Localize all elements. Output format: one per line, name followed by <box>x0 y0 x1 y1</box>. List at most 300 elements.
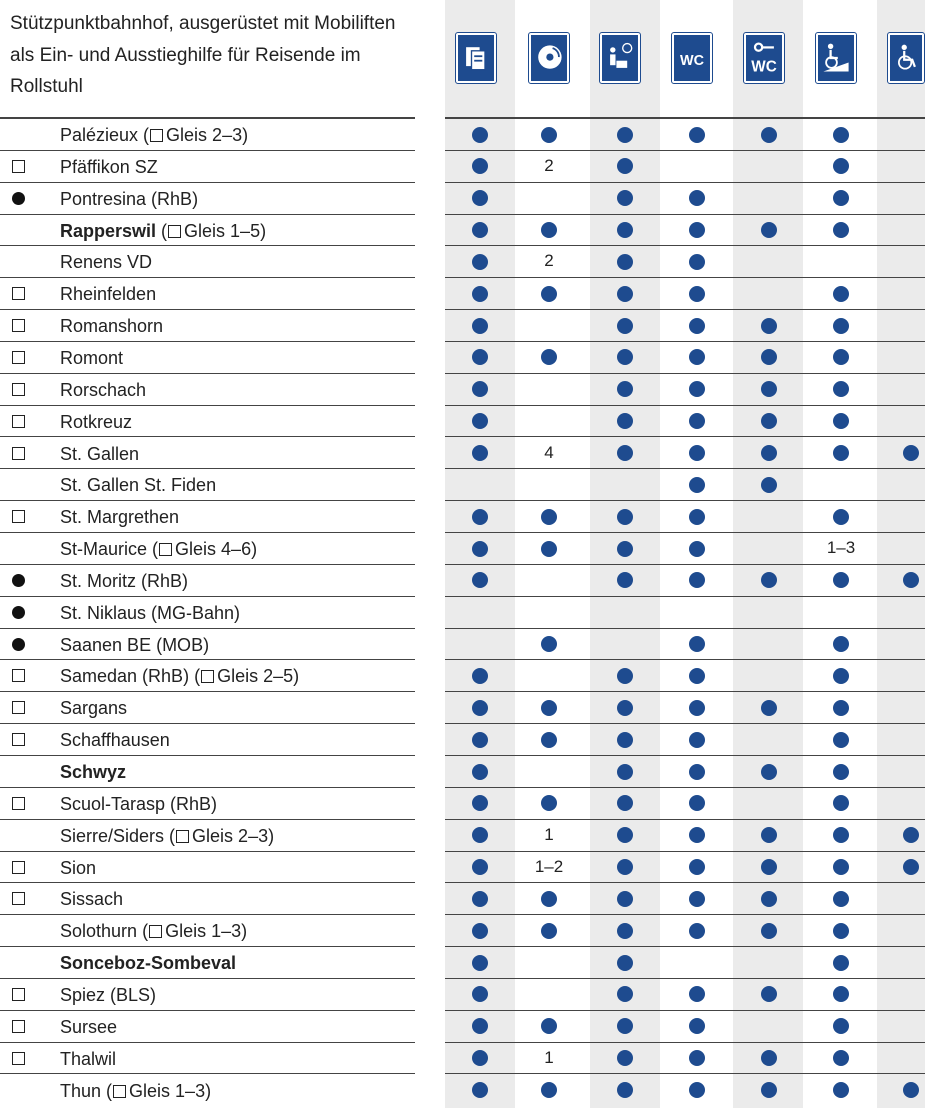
facility-cell <box>669 597 725 629</box>
facility-cell <box>521 501 577 533</box>
facility-cell <box>669 629 725 661</box>
station-name <box>60 692 127 724</box>
facility-cell <box>452 1075 508 1107</box>
facility-cell <box>521 692 577 724</box>
stuetzpunkt-box-icon <box>12 287 25 300</box>
available-dot <box>617 1082 633 1098</box>
available-dot <box>472 923 488 939</box>
table-row <box>0 883 950 915</box>
table-row <box>0 438 950 470</box>
facility-cell <box>741 660 797 692</box>
facility-cell <box>883 215 939 247</box>
facility-cell <box>883 246 939 278</box>
facility-cell <box>521 947 577 979</box>
station-name-text: Spiez (BLS) <box>60 984 157 1005</box>
available-dot <box>833 795 849 811</box>
facility-cell <box>883 597 939 629</box>
facility-cell <box>883 151 939 183</box>
available-dot <box>472 541 488 557</box>
stuetzpunkt-box-icon <box>176 830 189 843</box>
available-dot <box>541 286 557 302</box>
station-name <box>60 151 158 183</box>
facility-cell <box>521 374 577 406</box>
facility-cell <box>741 342 797 374</box>
facility-cell <box>452 565 508 597</box>
available-dot <box>761 1082 777 1098</box>
platform-note: Gleis 1–5 <box>184 220 261 241</box>
facility-cell <box>597 374 653 406</box>
station-name-text: Romont <box>60 347 124 368</box>
facility-cell <box>669 820 725 852</box>
available-dot <box>903 445 919 461</box>
station-name-text: St. Gallen St. Fiden <box>60 475 217 496</box>
stuetzpunkt-box-icon <box>12 797 25 810</box>
facility-cell <box>597 883 653 915</box>
station-name <box>60 724 170 756</box>
facility-cell <box>883 278 939 310</box>
station-name <box>60 469 216 501</box>
facility-cell <box>452 406 508 438</box>
available-dot <box>689 700 705 716</box>
station-name-text: St. Gallen <box>60 443 140 464</box>
facility-cell <box>452 629 508 661</box>
facility-cell <box>669 406 725 438</box>
available-dot <box>761 1050 777 1066</box>
facility-cell <box>452 852 508 884</box>
available-dot <box>689 127 705 143</box>
station-name-text: Rheinfelden <box>60 284 157 305</box>
facility-cell <box>597 438 653 470</box>
facility-cell <box>452 756 508 788</box>
station-name-text: Schwyz <box>60 762 127 782</box>
facility-cell <box>813 183 869 215</box>
facility-cell <box>669 1011 725 1043</box>
facility-cell <box>452 820 508 852</box>
filled-dot-icon <box>12 192 25 205</box>
stuetzpunkt-box-icon <box>201 670 214 683</box>
facility-cell <box>813 915 869 947</box>
facility-cell <box>521 883 577 915</box>
station-name <box>60 788 217 820</box>
available-dot <box>689 923 705 939</box>
stuetzpunkt-box-icon <box>12 160 25 173</box>
facility-cell <box>741 119 797 151</box>
facility-cell <box>521 756 577 788</box>
table-row <box>0 119 950 151</box>
facility-cell <box>669 246 725 278</box>
available-dot <box>617 413 633 429</box>
facility-cell <box>883 947 939 979</box>
facility-cell <box>452 915 508 947</box>
facility-cell <box>521 310 577 342</box>
facility-cell <box>741 724 797 756</box>
stuetzpunkt-box-icon <box>12 319 25 332</box>
facility-cell <box>597 915 653 947</box>
available-dot <box>541 795 557 811</box>
facility-cell <box>452 151 508 183</box>
facility-cell <box>883 788 939 820</box>
available-dot <box>689 413 705 429</box>
station-name-text: Pfäffikon SZ <box>60 156 158 177</box>
available-dot <box>689 222 705 238</box>
available-dot <box>541 349 557 365</box>
facility-cell <box>669 119 725 151</box>
station-name <box>60 565 188 597</box>
facility-cell <box>521 565 577 597</box>
station-name-text: Scuol-Tarasp (RhB) <box>60 793 218 814</box>
facility-cell <box>741 183 797 215</box>
available-dot <box>689 1082 705 1098</box>
available-dot <box>833 222 849 238</box>
facility-cell <box>741 374 797 406</box>
available-dot <box>617 127 633 143</box>
table-row <box>0 406 950 438</box>
facility-cell <box>597 469 653 501</box>
available-dot <box>617 509 633 525</box>
facility-cell <box>741 501 797 533</box>
facility-cell <box>452 692 508 724</box>
facility-cell <box>883 756 939 788</box>
available-dot <box>833 827 849 843</box>
station-name-text: Rapperswil <box>60 220 157 241</box>
facility-cell <box>741 565 797 597</box>
facility-cell <box>597 692 653 724</box>
facility-cell <box>741 1043 797 1075</box>
available-dot <box>541 541 557 557</box>
facility-cell <box>452 1043 508 1075</box>
facility-cell <box>669 852 725 884</box>
table-row <box>0 374 950 406</box>
stuetzpunkt-box-icon <box>12 861 25 874</box>
available-dot <box>472 318 488 334</box>
available-dot <box>903 827 919 843</box>
available-dot <box>833 668 849 684</box>
available-dot <box>833 923 849 939</box>
facility-cell <box>883 660 939 692</box>
table-row <box>0 756 950 788</box>
facility-cell <box>669 660 725 692</box>
facility-cell <box>813 852 869 884</box>
available-dot <box>833 1082 849 1098</box>
station-name-text: Sion <box>60 857 97 878</box>
available-dot <box>472 1082 488 1098</box>
station-name: St-Maurice ( Gleis 4–6) <box>60 539 258 560</box>
facility-cell <box>741 883 797 915</box>
facility-cell <box>813 660 869 692</box>
available-dot <box>617 668 633 684</box>
platform-note: Gleis 2–3 <box>166 125 243 145</box>
facility-cell <box>452 724 508 756</box>
facility-cell <box>452 246 508 278</box>
facility-cell <box>883 724 939 756</box>
facility-cell <box>521 915 577 947</box>
station-name-text: St-Maurice <box>60 539 148 560</box>
available-dot <box>617 732 633 748</box>
available-dot <box>689 349 705 365</box>
facility-cell <box>669 215 725 247</box>
available-dot <box>833 1018 849 1034</box>
table-row <box>0 342 950 374</box>
available-dot <box>472 955 488 971</box>
table-row <box>0 724 950 756</box>
facility-cell <box>597 724 653 756</box>
svg-text:WC: WC <box>680 53 704 70</box>
available-dot <box>617 923 633 939</box>
available-dot <box>833 572 849 588</box>
facility-cell <box>813 406 869 438</box>
facility-cell <box>597 852 653 884</box>
facility-cell: 1 <box>544 1047 554 1067</box>
facility-cell <box>741 310 797 342</box>
facility-cell <box>597 342 653 374</box>
stuetzpunkt-box-icon <box>12 415 25 428</box>
station-name-text: Samedan (RhB) <box>60 666 190 687</box>
available-dot <box>903 859 919 875</box>
stuetzpunkt-box-icon <box>159 543 172 556</box>
audio-disc-icon <box>529 33 569 83</box>
table-row <box>0 1075 950 1107</box>
station-name-text: Schaffhausen <box>60 730 170 751</box>
available-dot <box>617 222 633 238</box>
table-row <box>0 533 950 565</box>
available-dot <box>617 986 633 1002</box>
facility-cell <box>669 501 725 533</box>
facility-cell <box>597 1011 653 1043</box>
facility-cell <box>597 597 653 629</box>
available-dot <box>689 668 705 684</box>
station-name <box>60 342 123 374</box>
facility-cell <box>813 565 869 597</box>
facility-cell <box>452 310 508 342</box>
available-dot <box>833 764 849 780</box>
available-dot <box>472 572 488 588</box>
facility-cell <box>669 915 725 947</box>
facility-cell <box>452 1011 508 1043</box>
facility-cell <box>452 342 508 374</box>
available-dot <box>472 349 488 365</box>
facility-cell <box>521 342 577 374</box>
platform-note: Gleis 2–5 <box>217 666 294 687</box>
facility-cell <box>597 756 653 788</box>
facility-cell <box>741 215 797 247</box>
available-dot <box>472 286 488 302</box>
available-dot <box>541 509 557 525</box>
table-row <box>0 215 950 247</box>
available-dot <box>617 572 633 588</box>
facility-cell: 1–3 <box>826 538 856 558</box>
facility-cell <box>597 979 653 1011</box>
facility-cell <box>741 151 797 183</box>
available-dot <box>472 764 488 780</box>
facility-cell <box>669 151 725 183</box>
available-dot <box>833 349 849 365</box>
available-dot <box>472 700 488 716</box>
available-dot <box>833 955 849 971</box>
facility-cell <box>813 374 869 406</box>
facility-cell: 1–2 <box>534 856 564 876</box>
table-row <box>0 915 950 947</box>
available-dot <box>903 572 919 588</box>
available-dot <box>617 795 633 811</box>
facility-cell <box>741 246 797 278</box>
facility-cell <box>597 501 653 533</box>
facility-cell <box>521 1011 577 1043</box>
facility-cell <box>597 215 653 247</box>
facility-cell <box>597 119 653 151</box>
available-dot <box>689 381 705 397</box>
table-row <box>0 947 950 979</box>
facility-cell <box>452 883 508 915</box>
facility-cell <box>452 979 508 1011</box>
facility-cell <box>883 438 939 470</box>
station-name <box>60 501 179 533</box>
available-dot <box>472 732 488 748</box>
available-dot <box>689 1050 705 1066</box>
available-dot <box>833 509 849 525</box>
facility-cell <box>741 278 797 310</box>
table-row <box>0 565 950 597</box>
available-dot <box>617 891 633 907</box>
available-dot <box>541 1082 557 1098</box>
available-dot <box>761 572 777 588</box>
facility-cell <box>741 692 797 724</box>
facility-cell <box>883 1011 939 1043</box>
facility-cell <box>597 310 653 342</box>
facility-cell <box>741 469 797 501</box>
facility-cell <box>883 820 939 852</box>
station-name-text: Sierre/Siders <box>60 825 165 846</box>
available-dot <box>472 222 488 238</box>
station-name: Solothurn ( Gleis 1–3) <box>60 921 248 942</box>
station-name-text: Renens VD <box>60 252 153 273</box>
station-name-text: Romanshorn <box>60 316 164 337</box>
facility-cell <box>597 788 653 820</box>
available-dot <box>617 1050 633 1066</box>
available-dot <box>761 764 777 780</box>
facility-cell <box>813 342 869 374</box>
table-row <box>0 151 950 183</box>
facility-cell <box>521 629 577 661</box>
available-dot <box>833 700 849 716</box>
table-row <box>0 629 950 661</box>
facility-cell <box>813 310 869 342</box>
facility-cell: 1 <box>544 824 554 844</box>
available-dot <box>689 986 705 1002</box>
station-name-text: Saanen BE (MOB) <box>60 634 210 655</box>
available-dot <box>472 986 488 1002</box>
available-dot <box>761 349 777 365</box>
facility-cell <box>452 215 508 247</box>
facility-cell <box>669 1043 725 1075</box>
facility-cell <box>883 183 939 215</box>
facility-cell <box>813 1075 869 1107</box>
stuetzpunkt-box-icon <box>12 892 25 905</box>
facility-cell <box>741 629 797 661</box>
facility-cell <box>669 979 725 1011</box>
available-dot <box>472 509 488 525</box>
facility-cell <box>597 151 653 183</box>
station-name-text: Thalwil <box>60 1048 117 1069</box>
facility-cell <box>597 947 653 979</box>
station-name <box>60 310 163 342</box>
available-dot <box>761 891 777 907</box>
facility-cell <box>521 533 577 565</box>
available-dot <box>617 1018 633 1034</box>
facility-cell <box>813 119 869 151</box>
available-dot <box>689 509 705 525</box>
available-dot <box>761 700 777 716</box>
facility-cell <box>669 692 725 724</box>
available-dot <box>472 127 488 143</box>
available-dot <box>689 764 705 780</box>
stuetzpunkt-box-icon <box>168 225 181 238</box>
available-dot <box>689 795 705 811</box>
available-dot <box>761 827 777 843</box>
waiting-room-icon <box>600 33 640 83</box>
facility-cell <box>452 660 508 692</box>
available-dot <box>689 445 705 461</box>
station-name <box>60 883 123 915</box>
facility-cell <box>521 183 577 215</box>
facility-cell <box>597 660 653 692</box>
facility-cell <box>883 629 939 661</box>
facility-cell <box>597 1043 653 1075</box>
available-dot <box>761 127 777 143</box>
available-dot <box>689 190 705 206</box>
stuetzpunkt-box-icon <box>150 129 163 142</box>
available-dot <box>472 859 488 875</box>
table-row <box>0 660 950 692</box>
available-dot <box>761 859 777 875</box>
facility-cell <box>741 756 797 788</box>
facility-cell <box>813 979 869 1011</box>
facility-cell <box>813 756 869 788</box>
filled-dot-icon <box>12 638 25 651</box>
station-name <box>60 852 96 884</box>
facility-cell <box>883 1075 939 1107</box>
table-row <box>0 501 950 533</box>
facility-cell <box>813 788 869 820</box>
facility-cell <box>741 438 797 470</box>
facility-cell <box>521 979 577 1011</box>
facility-cell <box>813 151 869 183</box>
facility-cell <box>452 533 508 565</box>
stuetzpunkt-box-icon <box>12 701 25 714</box>
station-name <box>60 597 240 629</box>
available-dot <box>617 381 633 397</box>
available-dot <box>833 286 849 302</box>
facility-cell <box>669 342 725 374</box>
station-name <box>60 246 152 278</box>
available-dot <box>617 764 633 780</box>
available-dot <box>761 986 777 1002</box>
stuetzpunkt-box-icon <box>113 1085 126 1098</box>
facility-cell <box>597 183 653 215</box>
facility-cell <box>521 724 577 756</box>
station-name <box>60 374 146 406</box>
table-row <box>0 597 950 629</box>
key-wc-icon <box>744 33 784 83</box>
filled-dot-icon <box>12 606 25 619</box>
facility-cell <box>452 788 508 820</box>
table-row <box>0 820 950 852</box>
facility-cell <box>669 724 725 756</box>
facility-cell <box>597 246 653 278</box>
facility-cell <box>813 724 869 756</box>
available-dot <box>689 636 705 652</box>
available-dot <box>833 190 849 206</box>
station-name-text: Sissach <box>60 889 124 910</box>
